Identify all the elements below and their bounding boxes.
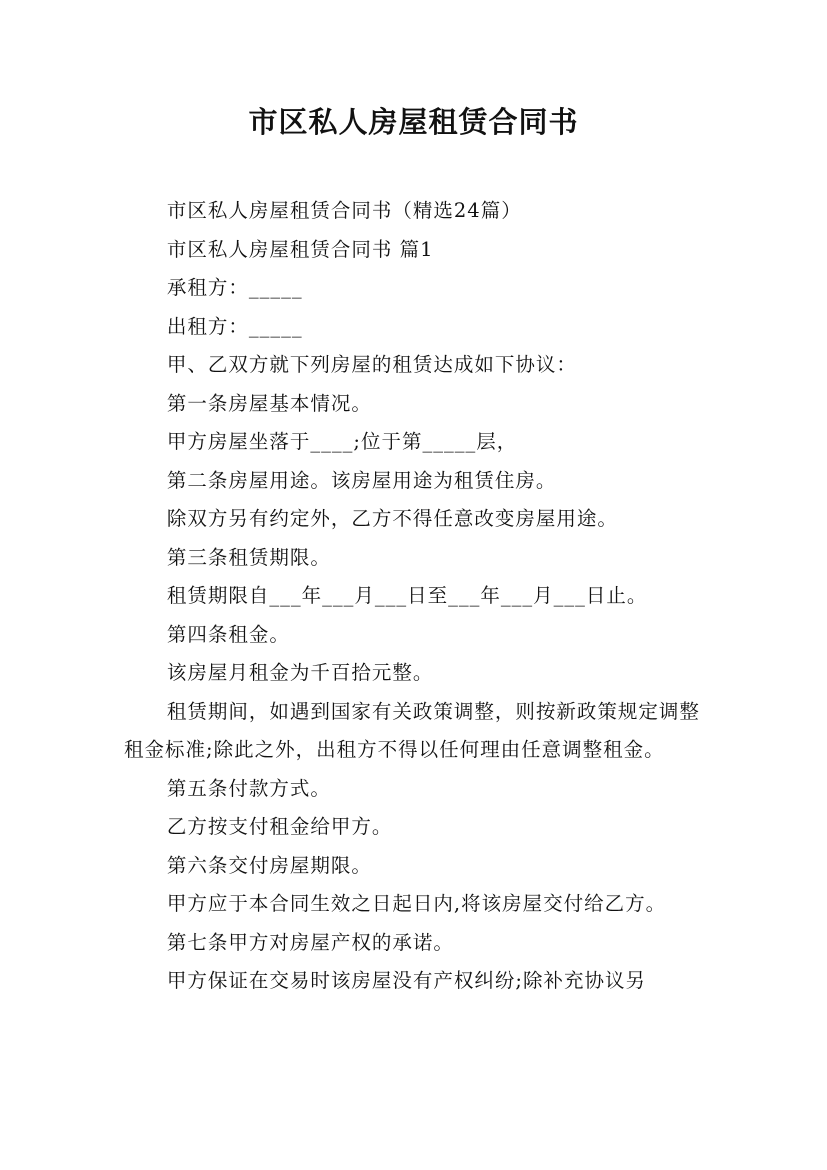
paragraph: 除双方另有约定外，乙方不得任意改变房屋用途。 — [166, 507, 618, 530]
paragraph: 第二条房屋用途。该房屋用途为租赁住房。 — [166, 468, 557, 492]
paragraph: 第三条租赁期限。 — [166, 545, 331, 569]
paragraph: 第七条甲方对房屋产权的承诺。 — [166, 930, 454, 954]
document-title: 市区私人房屋租赁合同书 — [248, 105, 579, 139]
paragraph: 该房屋月租金为千百拾元整。 — [166, 661, 434, 684]
paragraph: 出租方：_____ — [166, 314, 303, 338]
paragraph: 第六条交付房屋期限。 — [166, 853, 372, 877]
paragraph: 租赁期间，如遇到国家有关政策调整，则按新政策规定调整租金标准;除此之外，出租方不得以任何理由任意调整租金。 — [124, 699, 700, 761]
paragraph: 租赁期限自___年___月___日至___年___月___日止。 — [166, 584, 648, 607]
paragraph: 第四条租金。 — [166, 622, 290, 646]
paragraph: 甲方房屋坐落于____;位于第_____层， — [166, 430, 518, 453]
paragraph: 乙方按支付租金给甲方。 — [166, 815, 393, 838]
paragraph: 甲方应于本合同生效之日起日内,将该房屋交付给乙方。 — [166, 892, 667, 915]
paragraph: 甲、乙双方就下列房屋的租赁达成如下协议： — [166, 353, 577, 376]
document-body — [124, 192, 706, 1001]
paragraph: 承租方：_____ — [166, 276, 303, 299]
paragraph: 市区私人房屋租赁合同书 篇1 — [166, 237, 434, 261]
paragraph: 第一条房屋基本情况。 — [166, 391, 372, 415]
paragraph: 甲方保证在交易时该房屋没有产权纠纷;除补充协议另 — [166, 969, 646, 992]
paragraph: 第五条付款方式。 — [166, 776, 331, 800]
paragraph: 市区私人房屋租赁合同书（精选24篇） — [166, 199, 522, 222]
